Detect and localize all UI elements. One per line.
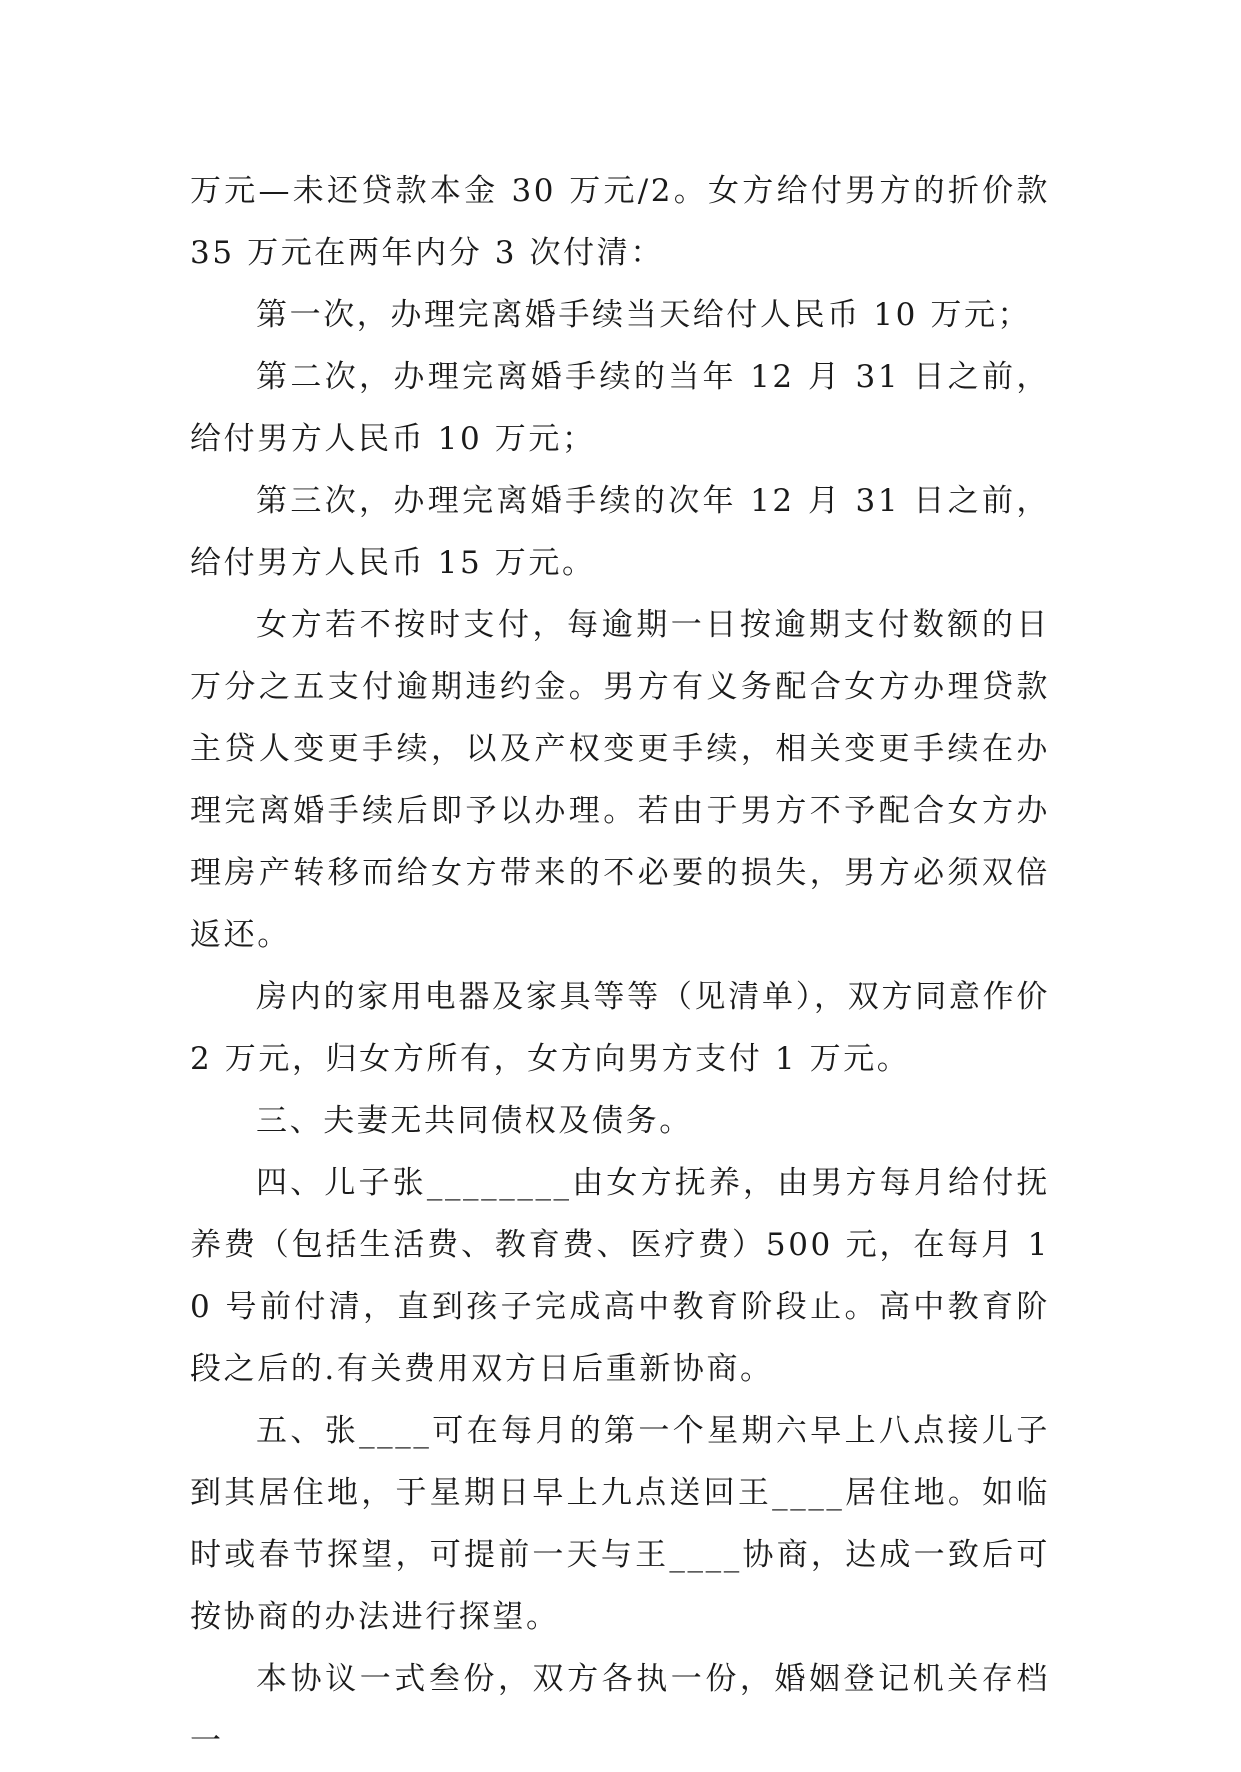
paragraph-third-payment: 第三次，办理完离婚手续的次年 12 月 31 日之前，给付男方人民币 15 万元。 (190, 483, 1050, 581)
paragraph-payment-terms: 万元—未还贷款本金 30 万元/2。女方给付男方的折价款 35 万元在两年内分 3 次付清： (190, 173, 1050, 271)
paragraph-second-payment: 第二次，办理完离婚手续的当年 12 月 31 日之前，给付男方人民币 10 万元； (190, 359, 1050, 457)
paragraph-first-payment: 第一次，办理完离婚手续当天给付人民币 10 万元； (256, 297, 1032, 333)
document-body (190, 160, 1050, 1772)
paragraph-child-support: 四、儿子张________由女方抚养，由男方每月给付抚养费（包括生活费、教育费、医疗费）500 元，在每月 10 号前付清，直到孩子完成高中教育阶段止。高中教育阶段之后的.有关费用双方日后重新协商。 (190, 1165, 1050, 1387)
paragraph-visitation: 五、张____可在每月的第一个星期六早上八点接儿子到其居住地，于星期日早上九点送回王____居住地。如临时或春节探望，可提前一天与王____协商，达成一致后可按协商的办法进行探望。 (190, 1413, 1050, 1635)
paragraph-copies: 本协议一式叁份，双方各执一份，婚姻登记机关存档一 (190, 1661, 1050, 1759)
paragraph-debts: 三、夫妻无共同债权及债务。 (256, 1103, 693, 1139)
paragraph-furniture: 房内的家用电器及家具等等（见清单），双方同意作价 2 万元，归女方所有，女方向男方支付 1 万元。 (190, 979, 1050, 1077)
paragraph-late-penalty: 女方若不按时支付，每逾期一日按逾期支付数额的日万分之五支付逾期违约金。男方有义务配合女方办理贷款主贷人变更手续，以及产权变更手续，相关变更手续在办理完离婚手续后即予以办理。若由于男方不予配合女方办理房产转移而给女方带来的不必要的损失，男方必须双倍返还。 (190, 607, 1050, 953)
